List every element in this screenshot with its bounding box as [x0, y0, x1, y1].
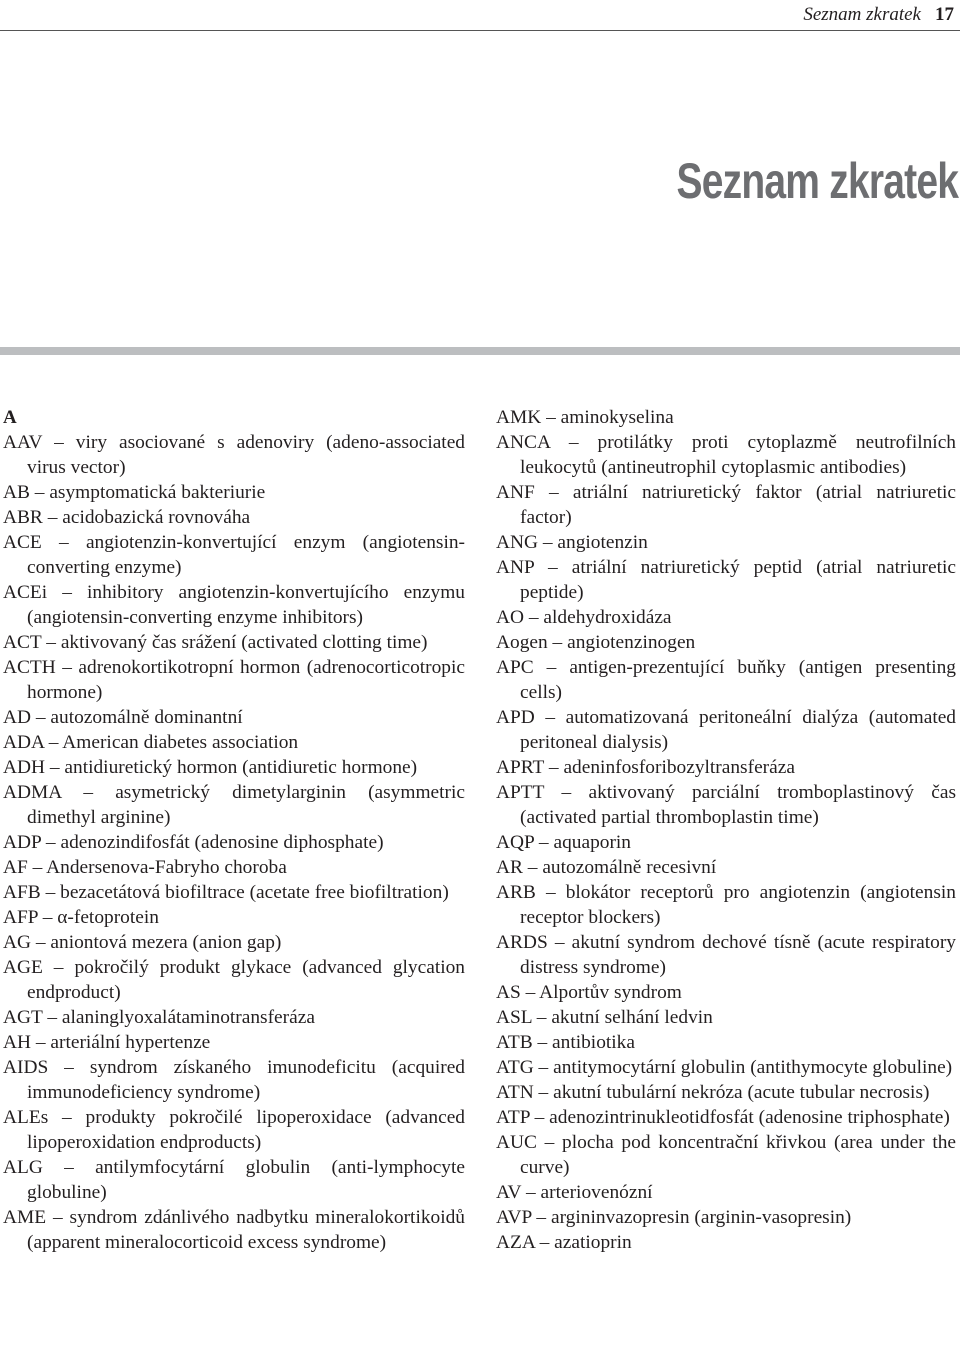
abbreviation-definition: azatioprin: [554, 1232, 632, 1253]
dash-separator: –: [533, 1057, 554, 1078]
abbreviation-term: AME: [3, 1207, 47, 1228]
abbreviation-entry: [3, 905, 465, 930]
page-number: 17: [935, 4, 954, 25]
dash-separator: –: [534, 482, 573, 503]
abbreviation-entry: [496, 855, 956, 880]
abbreviation-definition: adenozintrinukleotidfosfát (adenosine triphosphate): [549, 1107, 950, 1128]
page-title: Seznam zkratek: [676, 153, 958, 209]
dash-separator: –: [531, 1207, 551, 1228]
abbreviation-term: AVP: [496, 1207, 532, 1228]
abbreviation-term: AH: [3, 1032, 32, 1053]
dash-separator: –: [48, 1057, 90, 1078]
dash-separator: –: [43, 732, 63, 753]
dash-separator: –: [536, 1132, 563, 1153]
abbreviation-term: ANCA: [496, 432, 550, 453]
right-column: [496, 405, 956, 1255]
abbreviation-entry: [496, 655, 956, 705]
abbreviation-term: ACE: [3, 532, 42, 553]
dash-separator: –: [532, 1032, 553, 1053]
abbreviation-definition: akutní syndrom dechové tísně (acute respiratory distress syndrome): [520, 932, 956, 978]
left-column: [3, 405, 465, 1255]
abbreviation-entry: [496, 1180, 956, 1205]
abbreviation-definition: blokátor receptorů pro angiotenzin (angiotensin receptor blockers): [520, 882, 956, 928]
abbreviation-definition: arteriální hypertenze: [50, 1032, 211, 1053]
abbreviation-definition: atriální natriuretický peptid (atrial natriuretic peptide): [520, 557, 956, 603]
abbreviation-entry: [3, 930, 465, 955]
abbreviation-term: ATP: [496, 1107, 530, 1128]
abbreviation-entry: [496, 480, 956, 530]
dash-separator: –: [547, 932, 572, 953]
dash-separator: –: [42, 1007, 62, 1028]
abbreviation-definition: adenozindifosfát (adenosine diphosphate): [60, 832, 384, 853]
abbreviation-definition: antitymocytární globulin (antithymocyte globuline): [553, 1057, 953, 1078]
abbreviation-term: ADP: [3, 832, 42, 853]
dash-separator: –: [55, 657, 79, 678]
abbreviation-entry: [496, 1105, 956, 1130]
abbreviation-entry: [496, 405, 956, 430]
abbreviation-entry: [496, 705, 956, 755]
abbreviation-term: AUC: [496, 1132, 537, 1153]
abbreviation-entry: [496, 755, 956, 780]
abbreviation-term: Aogen: [496, 632, 548, 653]
abbreviation-term: AV: [496, 1182, 522, 1203]
abbreviation-term: ANF: [496, 482, 535, 503]
abbreviation-definition: antilymfocytární globulin (anti-lymphocyte globuline): [27, 1157, 466, 1203]
abbreviation-definition: atriální natriuretický faktor (atrial natriuretic factor): [520, 482, 957, 528]
abbreviation-term: AMK: [496, 407, 542, 428]
abbreviation-entry: [496, 1030, 956, 1055]
abbreviation-term: AFP: [3, 907, 38, 928]
abbreviation-term: ACTH: [3, 657, 56, 678]
abbreviation-term: AG: [3, 932, 32, 953]
section-letter: A: [3, 407, 17, 428]
abbreviation-entry: [3, 480, 465, 505]
abbreviation-term: AAV: [3, 432, 43, 453]
abbreviation-term: ACT: [3, 632, 42, 653]
abbreviation-definition: arteriovenózní: [540, 1182, 653, 1203]
abbreviation-definition: aminokyselina: [560, 407, 674, 428]
abbreviation-entry: [3, 1055, 465, 1105]
abbreviation-entry: [496, 1130, 956, 1180]
dash-separator: –: [41, 532, 86, 553]
abbreviation-definition: angiotenzinogen: [567, 632, 696, 653]
abbreviation-entry: [3, 830, 465, 855]
abbreviation-definition: syndrom zdánlivého nadbytku mineralokortikoidů (apparent mineralocorticoid excess syndrome): [27, 1207, 465, 1253]
abbreviation-definition: adeninfosforibozyltransferáza: [563, 757, 795, 778]
dash-separator: –: [520, 982, 540, 1003]
abbreviation-definition: autozomálně recesivní: [542, 857, 717, 878]
abbreviation-definition: aktivovaný parciální tromboplastinový čas (activated partial thromboplastin time): [520, 782, 956, 828]
dash-separator: –: [42, 432, 76, 453]
abbreviation-definition: α-fetoprotein: [57, 907, 159, 928]
abbreviation-term: AR: [496, 857, 523, 878]
abbreviation-definition: inhibitory angiotenzin-konvertujícího enzymu (angiotensin-converting enzyme inhibitors): [27, 582, 465, 628]
dash-separator: –: [42, 1157, 96, 1178]
abbreviation-term: APRT: [496, 757, 545, 778]
header-rule: [0, 30, 960, 31]
abbreviation-term: AF: [3, 857, 28, 878]
abbreviation-definition: aquaporin: [553, 832, 632, 853]
right-entry-list: [496, 405, 956, 1255]
abbreviation-definition: bezacetátová biofiltrace (acetate free biofiltration): [60, 882, 449, 903]
abbreviation-entry: [3, 955, 465, 1005]
dash-separator: –: [541, 407, 561, 428]
dash-separator: –: [531, 1007, 552, 1028]
dash-separator: –: [31, 932, 51, 953]
abbreviation-definition: antibiotika: [552, 1032, 635, 1053]
abbreviation-definition: aldehydroxidáza: [543, 607, 672, 628]
dash-separator: –: [41, 632, 61, 653]
abbreviation-entry: [3, 580, 465, 630]
abbreviation-term: APC: [496, 657, 534, 678]
abbreviation-term: AS: [496, 982, 521, 1003]
dash-separator: –: [529, 1107, 550, 1128]
abbreviation-entry: [496, 980, 956, 1005]
dash-separator: –: [42, 957, 75, 978]
dash-separator: –: [544, 757, 564, 778]
dash-separator: –: [549, 432, 598, 453]
dash-separator: –: [27, 857, 47, 878]
abbreviation-term: ANP: [496, 557, 535, 578]
abbreviation-definition: autozomálně dominantní: [50, 707, 243, 728]
abbreviation-term: AQP: [496, 832, 535, 853]
dash-separator: –: [47, 582, 87, 603]
abbreviation-definition: adrenokortikotropní hormon (adrenocorticotropic hormone): [27, 657, 465, 703]
abbreviation-definition: alaninglyoxalátaminotransferáza: [61, 1007, 315, 1028]
abbreviation-entry: [496, 430, 956, 480]
abbreviation-entry: [3, 730, 465, 755]
abbreviation-entry: [496, 630, 956, 655]
dash-separator: –: [48, 1107, 86, 1128]
abbreviation-entry: [496, 1080, 956, 1105]
abbreviation-term: APTT: [496, 782, 545, 803]
abbreviation-definition: asymetrický dimetylarginin (asymmetric dimethyl arginine): [27, 782, 465, 828]
abbreviation-term: ARB: [496, 882, 536, 903]
abbreviation-entry: [496, 1055, 956, 1080]
abbreviation-entry: [3, 1030, 465, 1055]
dash-separator: –: [31, 1032, 51, 1053]
abbreviation-entry: [3, 1155, 465, 1205]
abbreviation-definition: asymptomatická bakteriurie: [49, 482, 266, 503]
abbreviation-definition: antigen-prezentující buňky (antigen presenting cells): [520, 657, 957, 703]
left-entry-list: [3, 430, 465, 1255]
abbreviation-term: ADA: [3, 732, 44, 753]
abbreviation-definition: aniontová mezera (anion gap): [50, 932, 282, 953]
abbreviation-term: AFB: [3, 882, 41, 903]
abbreviation-definition: viry asociované s adenoviry (adeno-associated virus vector): [27, 432, 465, 478]
abbreviation-definition: Andersenova-Fabryho choroba: [46, 857, 287, 878]
abbreviation-definition: plocha pod koncentrační křivkou (area under the curve): [520, 1132, 957, 1178]
abbreviation-entry: [3, 705, 465, 730]
abbreviation-definition: Alportův syndrom: [539, 982, 682, 1003]
abbreviation-definition: protilátky proti cytoplazmě neutrofilních leukocytů (antineutrophil cytoplasmic antibodies): [520, 432, 956, 478]
abbreviation-term: AGE: [3, 957, 43, 978]
dash-separator: –: [534, 707, 566, 728]
abbreviation-entry: [3, 505, 465, 530]
abbreviation-entry: [3, 1105, 465, 1155]
abbreviation-entry: [3, 1205, 465, 1255]
abbreviation-definition: American diabetes association: [62, 732, 299, 753]
abbreviation-term: AB: [3, 482, 30, 503]
dash-separator: –: [534, 557, 572, 578]
title-divider-band: [0, 347, 960, 355]
abbreviation-entry: [3, 630, 465, 655]
dash-separator: –: [538, 532, 558, 553]
abbreviation-term: AD: [3, 707, 32, 728]
running-header: [803, 4, 954, 26]
dash-separator: –: [46, 1207, 70, 1228]
dash-separator: –: [544, 782, 589, 803]
dash-separator: –: [534, 832, 554, 853]
abbreviation-term: AZA: [496, 1232, 535, 1253]
abbreviation-entry: [3, 530, 465, 580]
dash-separator: –: [31, 707, 51, 728]
abbreviation-entry: [3, 1005, 465, 1030]
abbreviation-term: ABR: [3, 507, 43, 528]
abbreviation-term: ADH: [3, 757, 46, 778]
dash-separator: –: [42, 507, 63, 528]
dash-separator: –: [41, 832, 61, 853]
abbreviation-entry: [3, 430, 465, 480]
abbreviation-definition: angiotenzin-konvertující enzym (angiotensin-converting enzyme): [27, 532, 465, 578]
abbreviation-entry: [496, 605, 956, 630]
abbreviation-entry: [496, 830, 956, 855]
abbreviation-definition: automatizovaná peritoneální dialýza (automated peritoneal dialysis): [520, 707, 957, 753]
abbreviation-entry: [496, 880, 956, 930]
abbreviation-entry: [496, 1005, 956, 1030]
abbreviation-term: ANG: [496, 532, 539, 553]
abbreviation-definition: akutní selhání ledvin: [551, 1007, 713, 1028]
abbreviation-term: APD: [496, 707, 535, 728]
abbreviation-entry: [496, 530, 956, 555]
abbreviation-definition: produkty pokročilé lipoperoxidace (advanced lipoperoxidation endproducts): [27, 1107, 465, 1153]
abbreviation-term: ATB: [496, 1032, 533, 1053]
abbreviation-term: ARDS: [496, 932, 548, 953]
dash-separator: –: [535, 882, 566, 903]
abbreviation-entry: [496, 930, 956, 980]
abbreviation-entry: [3, 655, 465, 705]
abbreviation-entry: [496, 1230, 956, 1255]
dash-separator: –: [533, 657, 570, 678]
abbreviation-term: ATG: [496, 1057, 534, 1078]
running-title: Seznam zkratek: [803, 4, 921, 25]
abbreviation-term: ALEs: [3, 1107, 49, 1128]
abbreviation-entry: [3, 880, 465, 905]
abbreviation-definition: argininvazopresin (arginin-vasopresin): [550, 1207, 852, 1228]
abbreviation-entry: [3, 780, 465, 830]
abbreviation-term: ASL: [496, 1007, 532, 1028]
abbreviation-definition: acidobazická rovnováha: [62, 507, 251, 528]
dash-separator: –: [534, 1232, 555, 1253]
dash-separator: –: [521, 1182, 541, 1203]
abbreviation-term: ADMA: [3, 782, 62, 803]
dash-separator: –: [522, 857, 543, 878]
abbreviation-entry: [3, 855, 465, 880]
abbreviation-term: ALG: [3, 1157, 43, 1178]
abbreviation-definition: angiotenzin: [557, 532, 648, 553]
abbreviation-term: ATN: [496, 1082, 534, 1103]
abbreviation-term: AIDS: [3, 1057, 49, 1078]
dash-separator: –: [61, 782, 116, 803]
abbreviation-definition: aktivovaný čas srážení (activated clotting time): [60, 632, 428, 653]
dash-separator: –: [40, 882, 61, 903]
dash-separator: –: [547, 632, 568, 653]
abbreviation-definition: akutní tubulární nekróza (acute tubular necrosis): [553, 1082, 930, 1103]
dash-separator: –: [37, 907, 58, 928]
abbreviation-definition: antidiuretický hormon (antidiuretic hormone): [64, 757, 418, 778]
dash-separator: –: [45, 757, 65, 778]
abbreviation-entry: [3, 755, 465, 780]
abbreviation-definition: pokročilý produkt glykace (advanced glycation endproduct): [27, 957, 465, 1003]
abbreviation-entry: [496, 780, 956, 830]
abbreviation-term: AO: [496, 607, 525, 628]
abbreviation-entry: [496, 1205, 956, 1230]
abbreviation-entry: [496, 555, 956, 605]
dash-separator: –: [524, 607, 544, 628]
dash-separator: –: [533, 1082, 554, 1103]
abbreviation-term: AGT: [3, 1007, 43, 1028]
abbreviation-term: ACEi: [3, 582, 48, 603]
abbreviation-definition: syndrom získaného imunodeficitu (acquired immunodeficiency syndrome): [27, 1057, 465, 1103]
dash-separator: –: [29, 482, 50, 503]
